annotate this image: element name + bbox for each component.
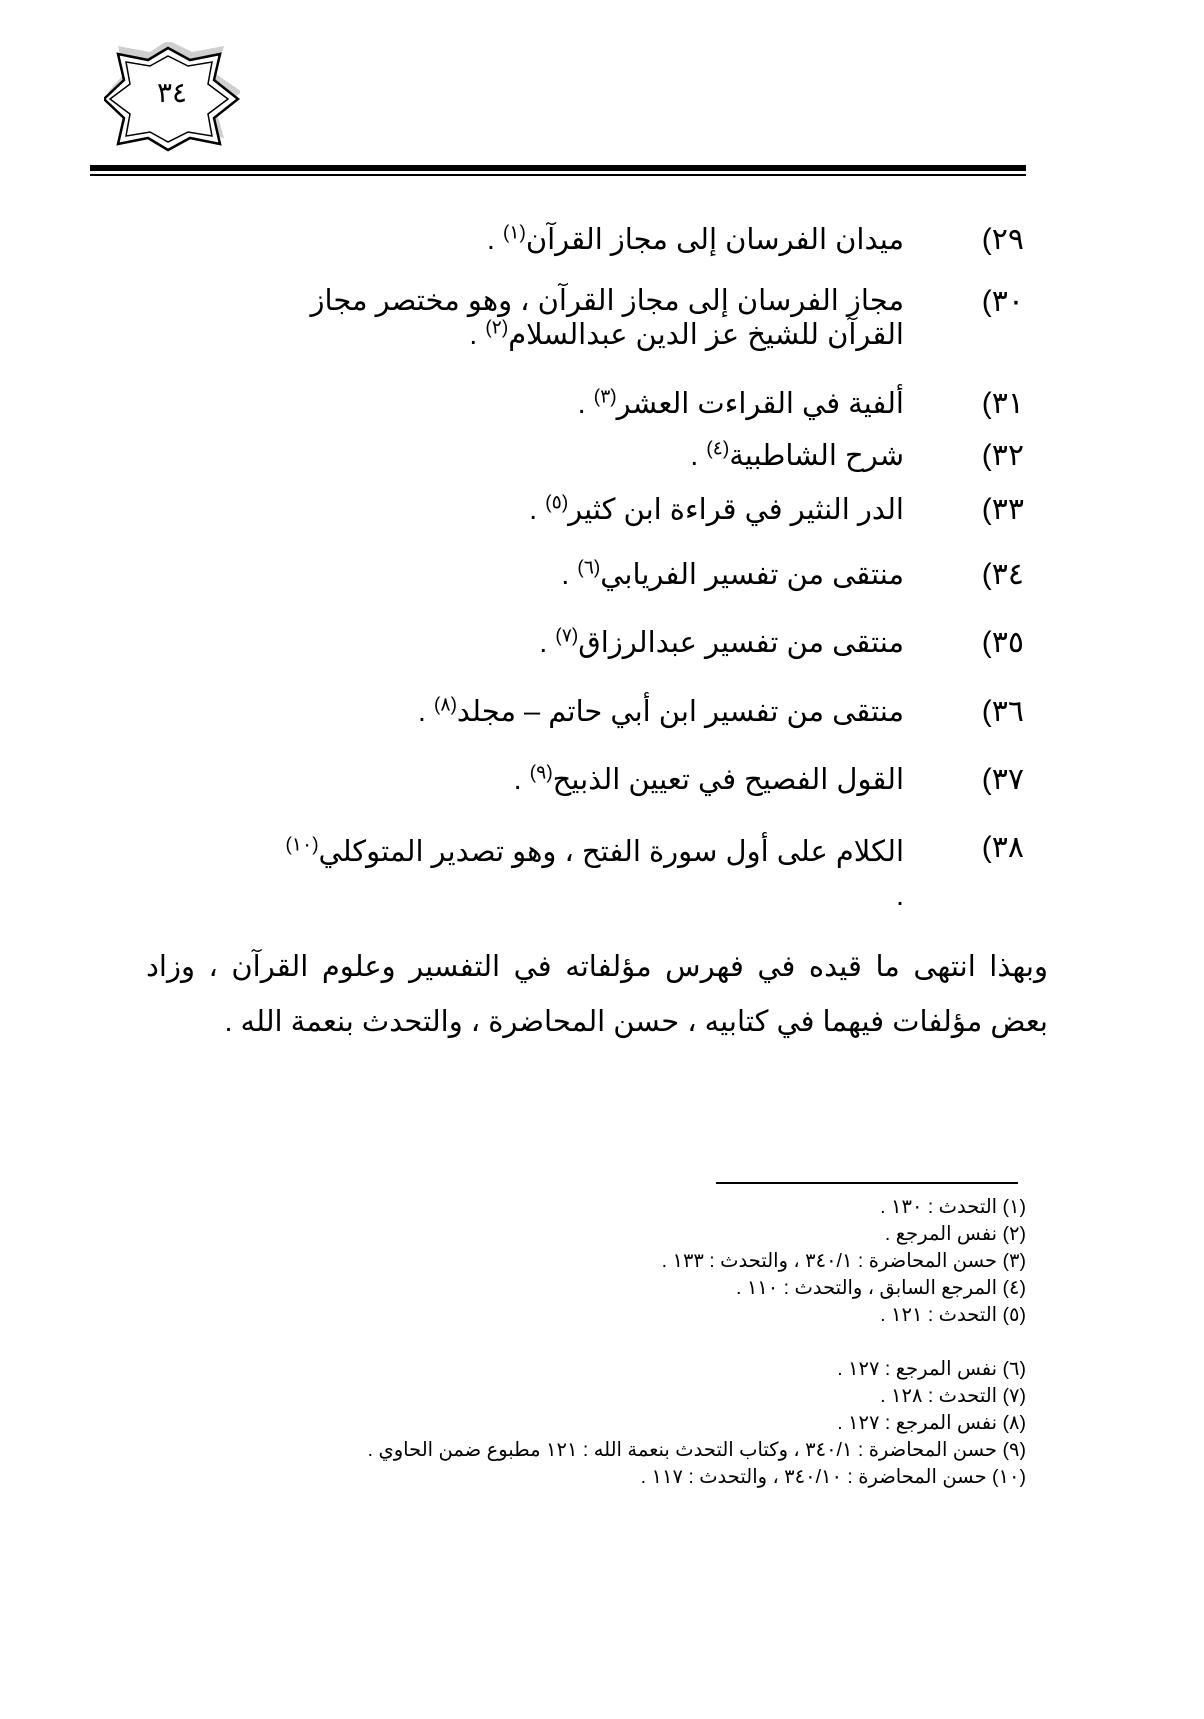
item-number: ٣٤) (981, 558, 1024, 591)
footnote: (٤) المرجع السابق ، والتحدث : ١١٠ . (735, 1277, 1026, 1299)
item-text: ميدان الفرسان إلى مجاز القرآن (525, 224, 904, 256)
item-number: ٣٢) (981, 439, 1024, 472)
list-item: ٣٥) منتقى من تفسير عبدالرزاق$^{(٧)}$ . (539, 625, 1024, 659)
item-text: ألفية في القراءت العشر (616, 388, 904, 420)
page-number: ٣٤ (156, 77, 188, 108)
footnote: (٢) نفس المرجع . (884, 1223, 1026, 1245)
item-number: ٣٠) (981, 285, 1024, 318)
list-item: ٣٦) منتقى من تفسير ابن أبي حاتم – مجلد$^{(٨)}$ . (417, 694, 1024, 728)
item-number: ٣٣) (981, 493, 1024, 526)
footnote: (٨) نفس المرجع : ١٢٧ . (837, 1412, 1026, 1434)
footnote-ref: (٦) (577, 557, 601, 579)
item-text: شرح الشاطبية (729, 440, 904, 472)
header-rule-thin (90, 174, 1026, 176)
item-text: منتقى من تفسير الفريابي (600, 559, 904, 591)
item-number: ٣٧) (981, 763, 1024, 796)
item-number: ٣٥) (981, 626, 1024, 659)
footnote-ref: (٧) (555, 625, 579, 647)
footnote-ref: (٢) (485, 317, 509, 339)
item-text: منتقى من تفسير عبدالرزاق (578, 627, 904, 659)
list-item: ٣٨) الكلام على أول سورة الفتح ، وهو تصدير المتوكلي$^{(١٠)}$ . (285, 831, 1024, 912)
list-item: ٣٣) الدر النثير في قراءة ابن كثير$^{(٥)}$ . (529, 492, 1024, 526)
list-item: ٢٩) ميدان الفرسان إلى مجاز القرآن$^{(١)}$ . (486, 222, 1024, 256)
footnote-ref: (٥) (545, 492, 569, 514)
item-number: ٣١) (981, 387, 1024, 420)
footnote: (١٠) حسن المحاضرة : ٣٤٠/١٠ ، والتحدث : ١١٧ . (640, 1466, 1026, 1488)
item-text: الدر النثير في قراءة ابن كثير (568, 494, 904, 526)
item-number: ٣٦) (981, 695, 1024, 728)
footnote: (٣) حسن المحاضرة : ٣٤٠/١ ، والتحدث : ١٣٣ . (661, 1250, 1026, 1272)
item-text: الكلام على أول سورة الفتح ، وهو تصدير المتوكلي (318, 836, 904, 868)
page-number-badge (104, 42, 240, 156)
footnote: (٧) التحدث : ١٢٨ . (880, 1385, 1026, 1407)
footnote-ref: (٤) (706, 438, 730, 460)
footnote-ref: (٣) (593, 386, 617, 408)
footnote-ref: (١٠) (285, 834, 319, 856)
footnote-ref: (٨) (434, 694, 457, 716)
footnote-ref: (٩) (529, 762, 553, 784)
item-text: مجاز الفرسان إلى مجاز القرآن ، وهو مختصر مجاز القرآن للشيخ عز الدين عبدالسلام (310, 285, 904, 351)
item-text: القول الفصيح في تعيين الذبيح (552, 764, 904, 796)
list-item: ٣٢) شرح الشاطبية$^{(٤)}$ . (690, 438, 1024, 472)
list-item: ٣١) ألفية في القراءت العشر$^{(٣)}$ . (577, 386, 1024, 420)
item-number: ٣٨) (981, 831, 1024, 864)
footnote-separator (716, 1182, 1018, 1184)
footnote: (٦) نفس المرجع : ١٢٧ . (837, 1358, 1026, 1380)
item-number: ٢٩) (981, 223, 1024, 256)
header-rule-thick (90, 165, 1026, 171)
footnote: (٥) التحدث : ١٢١ . (880, 1304, 1026, 1326)
body-paragraph: وبهذا انتهى ما قيده في فهرس مؤلفاته في التفسير وعلوم القرآن ، وزاد بعض مؤلفات فيهما في كتابيه ، حسن المحاضرة ، والتحدث بنعمة الله . (146, 951, 1048, 1038)
list-item: ٣٠) مجاز الفرسان إلى مجاز القرآن ، وهو مختصر مجاز القرآن للشيخ عز الدين عبدالسلام$^{(٢)}$ . (310, 285, 1024, 351)
footnote: (٩) حسن المحاضرة : ٣٤٠/١ ، وكتاب التحدث بنعمة الله : ١٢١ مطبوع ضمن الحاوي . (367, 1439, 1026, 1461)
item-text: منتقى من تفسير ابن أبي حاتم – مجلد (456, 696, 904, 728)
footnote-ref: (١) (502, 222, 526, 244)
footnote: (١) التحدث : ١٣٠ . (880, 1196, 1026, 1218)
list-item: ٣٤) منتقى من تفسير الفريابي$^{(٦)}$ . (561, 557, 1024, 591)
list-item: ٣٧) القول الفصيح في تعيين الذبيح$^{(٩)}$ . (513, 762, 1024, 796)
